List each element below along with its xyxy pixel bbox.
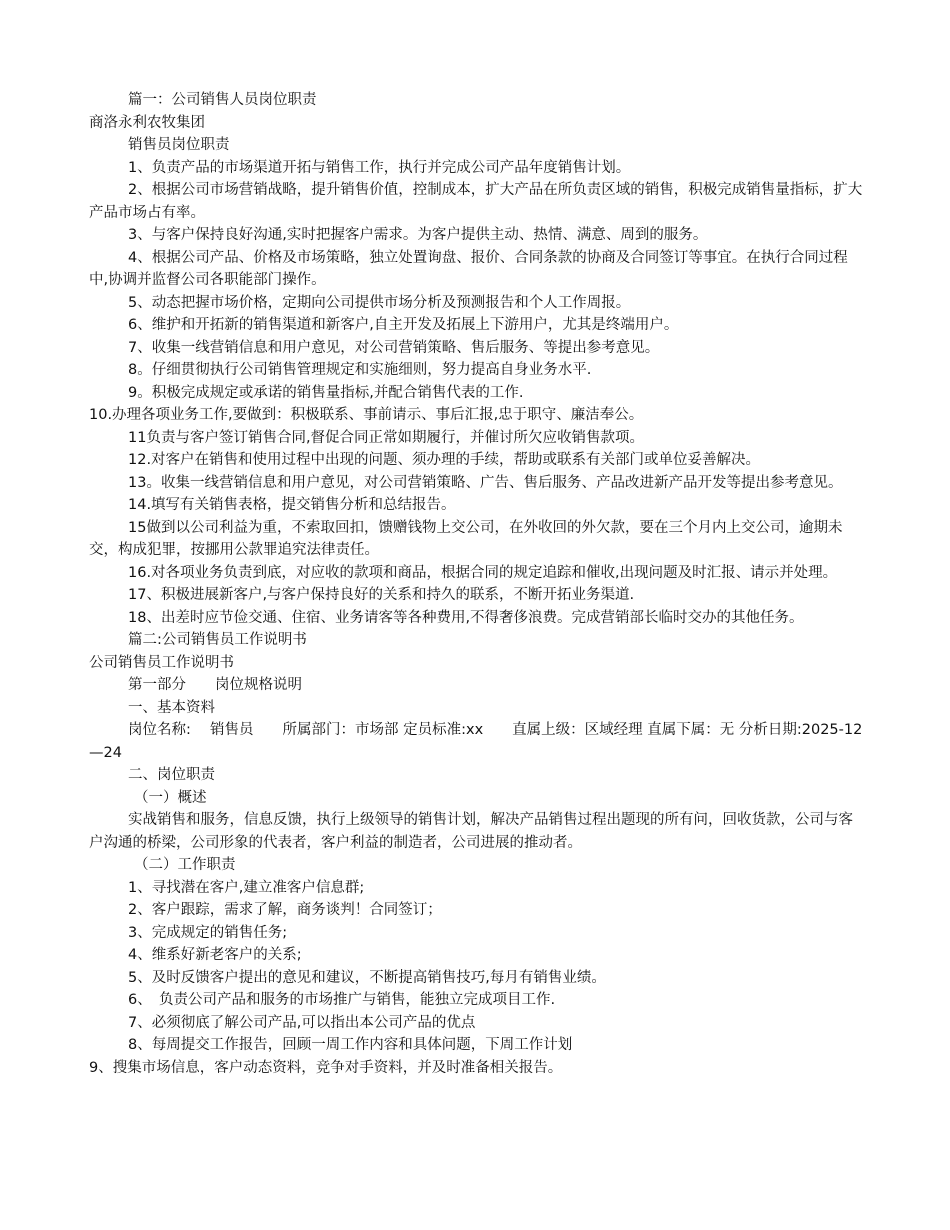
document-line: （二）工作职责	[134, 857, 236, 873]
document-line: 第一部分 岗位规格说明	[128, 677, 302, 693]
document-line: 18、出差时应节俭交通、住宿、业务请客等各种费用,不得奢侈浪费。完成营销部长临时交办的其他任务。	[128, 609, 804, 626]
document-line: 4、维系好新老客户的关系;	[128, 947, 302, 963]
document-line: 销售员岗位职责	[128, 137, 230, 153]
document-line: 4、根据公司产品、价格及市场策略，独立处置询盘、报价、合同条款的协商及合同签订等事宜。在执行合同过程中,协调并监督公司各职能部门操作。	[89, 249, 848, 288]
document-line: 15做到以公司利益为重，不索取回扣，馈赠钱物上交公司，在外收回的外欠款，要在三个月内上交公司，逾期未交，构成犯罪，按挪用公款罪追究法律责任。	[89, 519, 843, 558]
document-line: 5、动态把握市场价格，定期向公司提供市场分析及预测报告和个人工作周报。	[128, 294, 631, 311]
document-line: 8、每周提交工作报告，回顾一周工作内容和具体问题，下周工作计划	[128, 1037, 573, 1053]
document-line: 6、维护和开拓新的销售渠道和新客户,自主开发及拓展上下游用户，尤其是终端用户。	[128, 317, 679, 333]
document-line: 13。收集一线营销信息和用户意见，对公司营销策略、广告、售后服务、产品改进新产品开发等提出参考意见。	[128, 474, 843, 491]
document-line: 篇一：公司销售人员岗位职责	[128, 92, 317, 108]
document-line: 6、 负责公司产品和服务的市场推广与销售，能独立完成项目工作.	[128, 992, 556, 1008]
document-line: 2、客户跟踪，需求了解，商务谈判！合同签订；	[128, 902, 442, 918]
document-line: 商洛永利农牧集团	[89, 114, 205, 131]
document-line: 5、及时反馈客户提出的意见和建议，不断提高销售技巧,每月有销售业绩。	[128, 969, 606, 986]
document-line: 实战销售和服务，信息反馈，执行上级领导的销售计划，解决产品销售过程出题现的所有问，回收货款，公司与客户沟通的桥梁，公司形象的代表者，客户利益的制造者，公司进展的推动者。	[89, 812, 853, 851]
document-line: 7、必须彻底了解公司产品,可以指出本公司产品的优点	[128, 1014, 476, 1031]
document-line: 10.办理各项业务工作,要做到：积极联系、事前请示、事后汇报,忠于职守、廉洁奉公。	[89, 407, 644, 423]
document-body	[89, 89, 864, 1079]
document-line: 3、完成规定的销售任务;	[128, 924, 288, 941]
document-line: 11负责与客户签订销售合同,督促合同正常如期履行，并催讨所欠应收销售款项。	[128, 429, 645, 446]
document-line: （一）概述	[134, 789, 207, 806]
document-line: 一、基本资料	[128, 699, 215, 716]
document-line: 篇二:公司销售员工作说明书	[128, 632, 307, 648]
document-line: 9。积极完成规定或承诺的销售量指标,并配合销售代表的工作.	[128, 384, 524, 401]
document-line: 公司销售员工作说明书	[89, 654, 234, 671]
document-line: 二、岗位职责	[128, 767, 215, 783]
document-line: 14.填写有关销售表格，提交销售分析和总结报告。	[128, 497, 456, 513]
document-line: 3、与客户保持良好沟通,实时把握客户需求。为客户提供主动、热情、满意、周到的服务。	[128, 227, 708, 243]
document-line: 9、搜集市场信息，客户动态资料，竞争对手资料，并及时准备相关报告。	[89, 1059, 563, 1076]
document-line: 17、积极进展新客户,与客户保持良好的关系和持久的联系，不断开拓业务渠道.	[128, 587, 635, 603]
document-line: 1、负责产品的市场渠道开拓与销售工作，执行并完成公司产品年度销售计划。	[128, 159, 631, 176]
document-line: 16.对各项业务负责到底，对应收的款项和商品，根据合同的规定追踪和催收,出现问题及时汇报、请示并处理。	[128, 564, 838, 581]
document-line: 12.对客户在销售和使用过程中出现的问题、须办理的手续，帮助或联系有关部门或单位妥善解决。	[128, 452, 761, 468]
document-line: 2、根据公司市场营销战略，提升销售价值，控制成本，扩大产品在所负责区域的销售，积极完成销售量指标，扩大产品市场占有率。	[89, 182, 863, 221]
document-line: 1、寻找潜在客户,建立准客户信息群;	[128, 879, 365, 896]
document-line: 8。仔细贯彻执行公司销售管理规定和实施细则，努力提高自身业务水平.	[128, 362, 592, 378]
document-line: 7、收集一线营销信息和用户意见，对公司营销策略、售后服务、等提出参考意见。	[128, 339, 660, 356]
document-line: 岗位名称: 销售员 所属部门：市场部 定员标准:xx 直属上级：区域经理 直属下属：无 分析日期:2025-12—24	[89, 722, 863, 761]
